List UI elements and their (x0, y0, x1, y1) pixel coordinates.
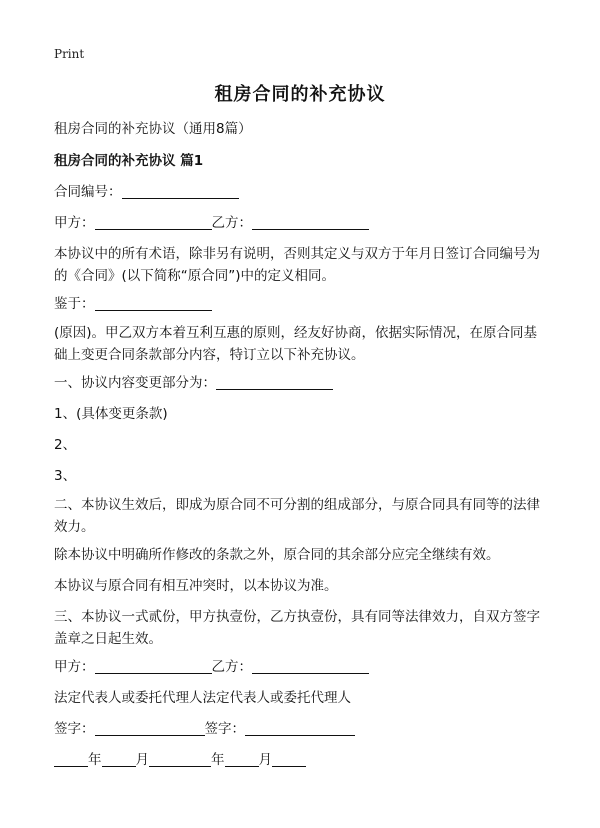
party-a-blank (95, 214, 212, 230)
item-1-row (54, 372, 550, 394)
contract-number-label: 合同编号： (54, 184, 122, 200)
month-b-blank (225, 751, 259, 767)
sign-parties-row (54, 656, 550, 678)
remain-paragraph: 除本协议中明确所作修改的条款之外，原合同的其余部分应完全继续有效。 (54, 547, 500, 563)
reason-paragraph: (原因)。甲乙双方本着互利互惠的原则，经友好协商，依据实际情况，在原合同基础上变更合同条款部分内容，特订立以下补充协议。 (54, 325, 538, 363)
contract-number-blank (122, 183, 239, 199)
item-1-blank (216, 374, 333, 390)
document-subtitle: 租房合同的补充协议（通用8篇） (54, 121, 252, 137)
year-b-label: 年 (211, 752, 225, 768)
conflict-paragraph: 本协议与原合同有相互冲突时，以本协议为准。 (54, 578, 338, 594)
year-b-blank (149, 751, 211, 767)
signature-a-label: 签字： (54, 721, 95, 737)
month-a-label: 月 (135, 752, 149, 768)
year-a-blank (54, 751, 88, 767)
signature-b-label: 签字： (204, 721, 245, 737)
item-2-paragraph: 二、本协议生效后，即成为原合同不可分割的组成部分，与原合同具有同等的法律效力。 (54, 497, 540, 535)
sign-party-b-blank (252, 658, 369, 674)
contract-number-row (54, 181, 550, 203)
party-b-blank (252, 214, 369, 230)
sign-party-a-blank (95, 658, 212, 674)
trailing-blank (272, 751, 306, 767)
terms-paragraph: 本协议中的所有术语，除非另有说明，否则其定义与双方于年月日签订合同编号为的《合同》(以下简称“原合同”)中的定义相同。 (54, 246, 540, 284)
sign-party-a-label: 甲方： (54, 659, 95, 675)
party-a-label: 甲方： (54, 215, 95, 231)
sub-item-2: 2、 (54, 437, 77, 453)
sub-item-1: 1、(具体变更条款) (54, 406, 168, 422)
month-a-blank (102, 751, 136, 767)
whereas-row (54, 293, 550, 315)
document-title: 租房合同的补充协议 (214, 84, 386, 105)
section-heading: 租房合同的补充协议 篇1 (54, 153, 204, 169)
representatives-line: 法定代表人或委托代理人法定代表人或委托代理人 (54, 690, 351, 706)
party-b-label: 乙方： (211, 215, 252, 231)
sub-item-3: 3、 (54, 468, 77, 484)
item-1-label: 一、协议内容变更部分为： (54, 375, 216, 391)
date-row (54, 749, 550, 771)
signature-b-blank (245, 720, 355, 736)
whereas-blank (95, 295, 212, 311)
whereas-label: 鉴于： (54, 296, 95, 312)
month-b-label: 月 (258, 752, 272, 768)
signature-a-blank (95, 720, 205, 736)
parties-row (54, 212, 550, 234)
print-label[interactable]: Print (54, 47, 85, 61)
item-3-paragraph: 三、本协议一式贰份，甲方执壹份，乙方执壹份，具有同等法律效力，自双方签字盖章之日起生效。 (54, 609, 540, 647)
sign-party-b-label: 乙方： (211, 659, 252, 675)
year-a-label: 年 (88, 752, 102, 768)
signature-row (54, 718, 550, 740)
